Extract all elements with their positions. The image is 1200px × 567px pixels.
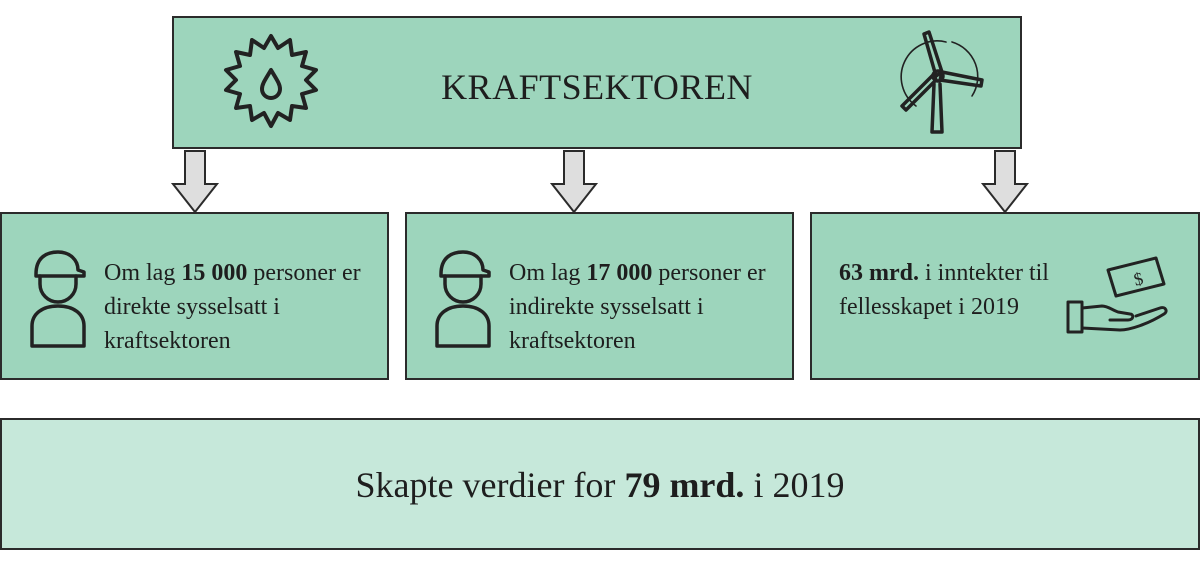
arrow-down-icon [980, 150, 1030, 214]
hand-money-icon [1064, 256, 1174, 336]
svg-text:$: $ [1131, 268, 1146, 290]
arrow-down-icon [549, 150, 599, 214]
worker-helmet-icon [433, 248, 493, 348]
header-box [172, 16, 1022, 149]
box-text: Om lag 17 000 personer er indirekte sysselsatt i kraftsektoren [509, 260, 766, 354]
revenue-box [810, 212, 1200, 380]
summary-box [0, 418, 1200, 550]
summary-text: Skapte verdier for 79 mrd. i 2019 [355, 465, 845, 505]
header-title: KRAFTSEKTOREN [441, 67, 753, 107]
arrow-down-icon [170, 150, 220, 214]
direct-employment-box [0, 212, 389, 380]
indirect-employment-box [405, 212, 794, 380]
box-text: Om lag 15 000 personer er direkte sysselsatt i kraftsektoren [104, 260, 361, 354]
worker-helmet-icon [28, 248, 88, 348]
box-text: 63 mrd. i inntekter til fellesskapet i 2019 [839, 260, 1049, 320]
wind-turbine-icon [896, 24, 990, 136]
